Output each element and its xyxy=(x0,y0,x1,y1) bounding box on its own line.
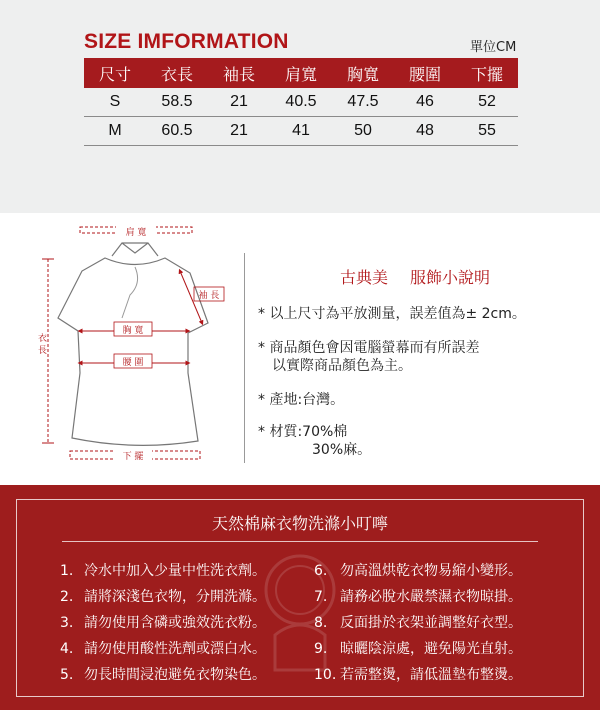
table-cell: 50 xyxy=(332,117,394,146)
list-item xyxy=(314,584,522,610)
waist-label: 腰 圍 xyxy=(122,358,144,368)
tip-number: 8. xyxy=(314,615,328,631)
tip-text: 勿長時間浸泡避免衣物染色。 xyxy=(84,667,266,683)
tip-number: 3. xyxy=(60,615,74,631)
divider xyxy=(244,253,245,463)
list-item xyxy=(60,662,266,688)
table-cell: 21 xyxy=(208,117,270,146)
wash-divider xyxy=(62,541,538,542)
column-header: 衣長 xyxy=(146,58,208,88)
tip-number: 2. xyxy=(60,589,74,605)
column-header: 尺寸 xyxy=(84,58,146,88)
table-row xyxy=(84,88,518,117)
column-header: 肩寬 xyxy=(270,58,332,88)
tip-number: 5. xyxy=(60,667,74,683)
tip-text: 請勿使用酸性洗劑或漂白水。 xyxy=(84,641,266,657)
sleeve-label: 袖 長 xyxy=(198,291,220,301)
note-item xyxy=(258,305,526,323)
tip-number: 4. xyxy=(60,641,74,657)
list-item xyxy=(314,662,522,688)
dress-placket xyxy=(122,267,138,318)
table-cell: 21 xyxy=(208,88,270,117)
size-title: SIZE IMFORMATION xyxy=(84,30,289,53)
dress-outline xyxy=(58,258,208,445)
note-line: 30%麻。 xyxy=(312,442,372,458)
table-cell: 55 xyxy=(456,117,518,146)
note-item xyxy=(258,339,479,375)
column-header: 腰圍 xyxy=(394,58,456,88)
tip-text: 反面掛於衣架並調整好衣型。 xyxy=(340,615,522,631)
note-line: * 材質:70%棉 xyxy=(258,424,348,440)
table-cell: 52 xyxy=(456,88,518,117)
tip-number: 9. xyxy=(314,641,328,657)
length-label-1: 衣 xyxy=(38,334,48,344)
wash-tips-left xyxy=(60,558,266,688)
table-cell: 58.5 xyxy=(146,88,208,117)
list-item xyxy=(314,558,522,584)
garment-diagram xyxy=(30,223,250,473)
tip-text: 冷水中加入少量中性洗衣劑。 xyxy=(84,563,266,579)
size-table-header xyxy=(84,58,518,88)
wash-section xyxy=(0,485,600,710)
note-line: 以實際商品顏色為主。 xyxy=(272,358,412,374)
wash-tips-right xyxy=(314,558,522,688)
dress-collar xyxy=(112,243,158,256)
tip-text: 晾曬陰涼處，避免陽光直射。 xyxy=(340,641,522,657)
tip-number: 1. xyxy=(60,563,74,579)
tip-text: 請務必脫水嚴禁濕衣物晾掛。 xyxy=(340,589,522,605)
description-heading: 服飾小說明 xyxy=(410,268,491,287)
tip-text: 請勿使用含磷或強效洗衣粉。 xyxy=(84,615,266,631)
unit-label: 單位CM xyxy=(470,40,517,55)
size-section xyxy=(0,0,600,213)
table-cell: 60.5 xyxy=(146,117,208,146)
note-item xyxy=(258,391,344,409)
column-header: 袖長 xyxy=(208,58,270,88)
tip-text: 請將深淺色衣物，分開洗滌。 xyxy=(84,589,266,605)
chest-label: 胸 寬 xyxy=(122,326,144,336)
shoulder-label: 肩 寬 xyxy=(125,228,147,238)
table-cell: 40.5 xyxy=(270,88,332,117)
brand-name: 古典美 xyxy=(340,268,389,287)
tip-number: 6. xyxy=(314,563,328,579)
tip-text: 勿高溫烘乾衣物易縮小變形。 xyxy=(340,563,522,579)
tip-text: 若需整燙，請低溫墊布整燙。 xyxy=(340,667,522,683)
length-label xyxy=(38,332,47,356)
note-line: * 商品顏色會因電腦螢幕而有所誤差 xyxy=(258,340,480,356)
description-title xyxy=(340,265,490,288)
list-item xyxy=(314,636,522,662)
list-item xyxy=(60,610,266,636)
column-header: 胸寬 xyxy=(332,58,394,88)
description-section xyxy=(0,213,600,485)
list-item xyxy=(314,610,522,636)
table-cell: 41 xyxy=(270,117,332,146)
note-line: * 產地:台灣。 xyxy=(258,392,345,408)
table-cell: 47.5 xyxy=(332,88,394,117)
table-cell: M xyxy=(84,117,146,146)
note-line: * 以上尺寸為平放測量，誤差值為± 2cm。 xyxy=(258,306,526,322)
hem-label: 下 擺 xyxy=(122,452,144,462)
list-item xyxy=(60,558,266,584)
column-header: 下擺 xyxy=(456,58,518,88)
note-item xyxy=(258,423,371,459)
list-item xyxy=(60,584,266,610)
tip-number: 10. xyxy=(314,667,337,683)
wash-title: 天然棉麻衣物洗滌小叮嚀 xyxy=(211,514,388,533)
table-row xyxy=(84,117,518,146)
size-table xyxy=(84,58,518,146)
table-cell: 46 xyxy=(394,88,456,117)
length-label-2: 長 xyxy=(38,346,48,356)
list-item xyxy=(60,636,266,662)
table-cell: 48 xyxy=(394,117,456,146)
tip-number: 7. xyxy=(314,589,328,605)
table-cell: S xyxy=(84,88,146,117)
